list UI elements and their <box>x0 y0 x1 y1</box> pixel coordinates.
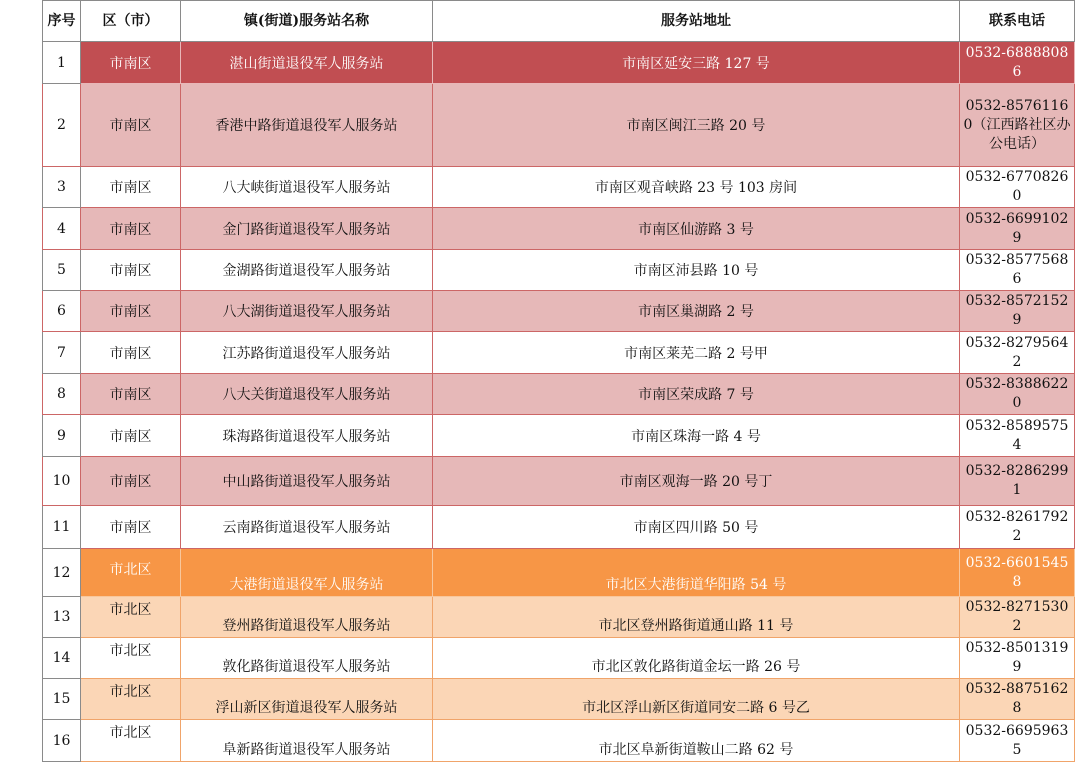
cell-seq: 14 <box>43 638 81 679</box>
cell-seq: 11 <box>43 506 81 549</box>
cell-address: 市北区敦化路街道金坛一路 26 号 <box>433 638 960 679</box>
cell-phone: 0532-82715302 <box>960 597 1075 638</box>
cell-district: 市南区 <box>81 167 181 208</box>
cell-address: 市北区阜新街道鞍山二路 62 号 <box>433 720 960 762</box>
table-row <box>43 549 1075 597</box>
cell-station: 珠海路街道退役军人服务站 <box>181 415 433 457</box>
table-row <box>43 597 1075 638</box>
veteran-service-station-table <box>42 0 1075 762</box>
cell-district: 市南区 <box>81 208 181 250</box>
cell-seq: 7 <box>43 332 81 374</box>
cell-district: 市南区 <box>81 415 181 457</box>
cell-seq: 5 <box>43 250 81 291</box>
cell-address: 市南区闽江三路 20 号 <box>433 84 960 167</box>
cell-phone: 0532-68888086 <box>960 42 1075 84</box>
cell-address: 市南区观音峡路 23 号 103 房间 <box>433 167 960 208</box>
cell-station: 香港中路街道退役军人服务站 <box>181 84 433 167</box>
header-seq: 序号 <box>43 1 81 42</box>
cell-seq: 3 <box>43 167 81 208</box>
cell-station: 八大峡街道退役军人服务站 <box>181 167 433 208</box>
cell-phone: 0532-66991029 <box>960 208 1075 250</box>
cell-address: 市南区观海一路 20 号丁 <box>433 457 960 506</box>
cell-station: 浮山新区街道退役军人服务站 <box>181 679 433 720</box>
table-row <box>43 374 1075 415</box>
cell-seq: 8 <box>43 374 81 415</box>
cell-phone: 0532-83886220 <box>960 374 1075 415</box>
cell-station: 八大湖街道退役军人服务站 <box>181 291 433 332</box>
cell-seq: 6 <box>43 291 81 332</box>
cell-address: 市南区莱芜二路 2 号甲 <box>433 332 960 374</box>
cell-address: 市南区荣成路 7 号 <box>433 374 960 415</box>
table-row <box>43 415 1075 457</box>
cell-district: 市南区 <box>81 291 181 332</box>
cell-phone: 0532-85721529 <box>960 291 1075 332</box>
table-row <box>43 250 1075 291</box>
header-phone: 联系电话 <box>960 1 1075 42</box>
cell-address: 市南区仙游路 3 号 <box>433 208 960 250</box>
cell-phone: 0532-85761160（江西路社区办公电话） <box>960 84 1075 167</box>
cell-phone: 0532-82862991 <box>960 457 1075 506</box>
table-row <box>43 679 1075 720</box>
cell-district: 市南区 <box>81 332 181 374</box>
table-row <box>43 208 1075 250</box>
cell-district: 市南区 <box>81 84 181 167</box>
cell-station: 云南路街道退役军人服务站 <box>181 506 433 549</box>
cell-seq: 4 <box>43 208 81 250</box>
cell-station: 大港街道退役军人服务站 <box>181 549 433 597</box>
cell-district: 市南区 <box>81 506 181 549</box>
cell-seq: 12 <box>43 549 81 597</box>
cell-seq: 13 <box>43 597 81 638</box>
table-row <box>43 167 1075 208</box>
table-row <box>43 42 1075 84</box>
cell-phone: 0532-85013199 <box>960 638 1075 679</box>
table-row <box>43 291 1075 332</box>
cell-phone: 0532-66015458 <box>960 549 1075 597</box>
cell-seq: 15 <box>43 679 81 720</box>
cell-seq: 2 <box>43 84 81 167</box>
cell-seq: 1 <box>43 42 81 84</box>
cell-address: 市南区延安三路 127 号 <box>433 42 960 84</box>
cell-phone: 0532-85895754 <box>960 415 1075 457</box>
cell-address: 市北区大港街道华阳路 54 号 <box>433 549 960 597</box>
cell-district: 市南区 <box>81 374 181 415</box>
header-address: 服务站地址 <box>433 1 960 42</box>
header-station: 镇(街道)服务站名称 <box>181 1 433 42</box>
cell-station: 金湖路街道退役军人服务站 <box>181 250 433 291</box>
cell-seq: 9 <box>43 415 81 457</box>
cell-phone: 0532-66959635 <box>960 720 1075 762</box>
table-row <box>43 638 1075 679</box>
cell-district: 市南区 <box>81 250 181 291</box>
cell-phone: 0532-82795642 <box>960 332 1075 374</box>
header-district: 区（市） <box>81 1 181 42</box>
cell-station: 湛山街道退役军人服务站 <box>181 42 433 84</box>
cell-address: 市北区浮山新区街道同安二路 6 号乙 <box>433 679 960 720</box>
cell-district: 市北区 <box>81 720 181 762</box>
cell-district: 市南区 <box>81 457 181 506</box>
cell-address: 市南区珠海一路 4 号 <box>433 415 960 457</box>
table-row <box>43 332 1075 374</box>
cell-address: 市北区登州路街道通山路 11 号 <box>433 597 960 638</box>
cell-station: 八大关街道退役军人服务站 <box>181 374 433 415</box>
table-row <box>43 84 1075 167</box>
table-row <box>43 457 1075 506</box>
cell-district: 市北区 <box>81 597 181 638</box>
cell-phone: 0532-67708260 <box>960 167 1075 208</box>
table-wrapper <box>42 0 1074 762</box>
cell-station: 中山路街道退役军人服务站 <box>181 457 433 506</box>
cell-station: 敦化路街道退役军人服务站 <box>181 638 433 679</box>
table-row <box>43 506 1075 549</box>
cell-phone: 0532-85775686 <box>960 250 1075 291</box>
cell-district: 市北区 <box>81 679 181 720</box>
cell-seq: 10 <box>43 457 81 506</box>
cell-phone: 0532-88751628 <box>960 679 1075 720</box>
cell-address: 市南区巢湖路 2 号 <box>433 291 960 332</box>
cell-station: 江苏路街道退役军人服务站 <box>181 332 433 374</box>
cell-address: 市南区四川路 50 号 <box>433 506 960 549</box>
cell-district: 市北区 <box>81 549 181 597</box>
cell-phone: 0532-82617922 <box>960 506 1075 549</box>
cell-address: 市南区沛县路 10 号 <box>433 250 960 291</box>
cell-station: 登州路街道退役军人服务站 <box>181 597 433 638</box>
cell-station: 阜新路街道退役军人服务站 <box>181 720 433 762</box>
cell-district: 市南区 <box>81 42 181 84</box>
table-header-row <box>43 1 1075 42</box>
cell-station: 金门路街道退役军人服务站 <box>181 208 433 250</box>
table-row <box>43 720 1075 762</box>
cell-seq: 16 <box>43 720 81 762</box>
cell-district: 市北区 <box>81 638 181 679</box>
